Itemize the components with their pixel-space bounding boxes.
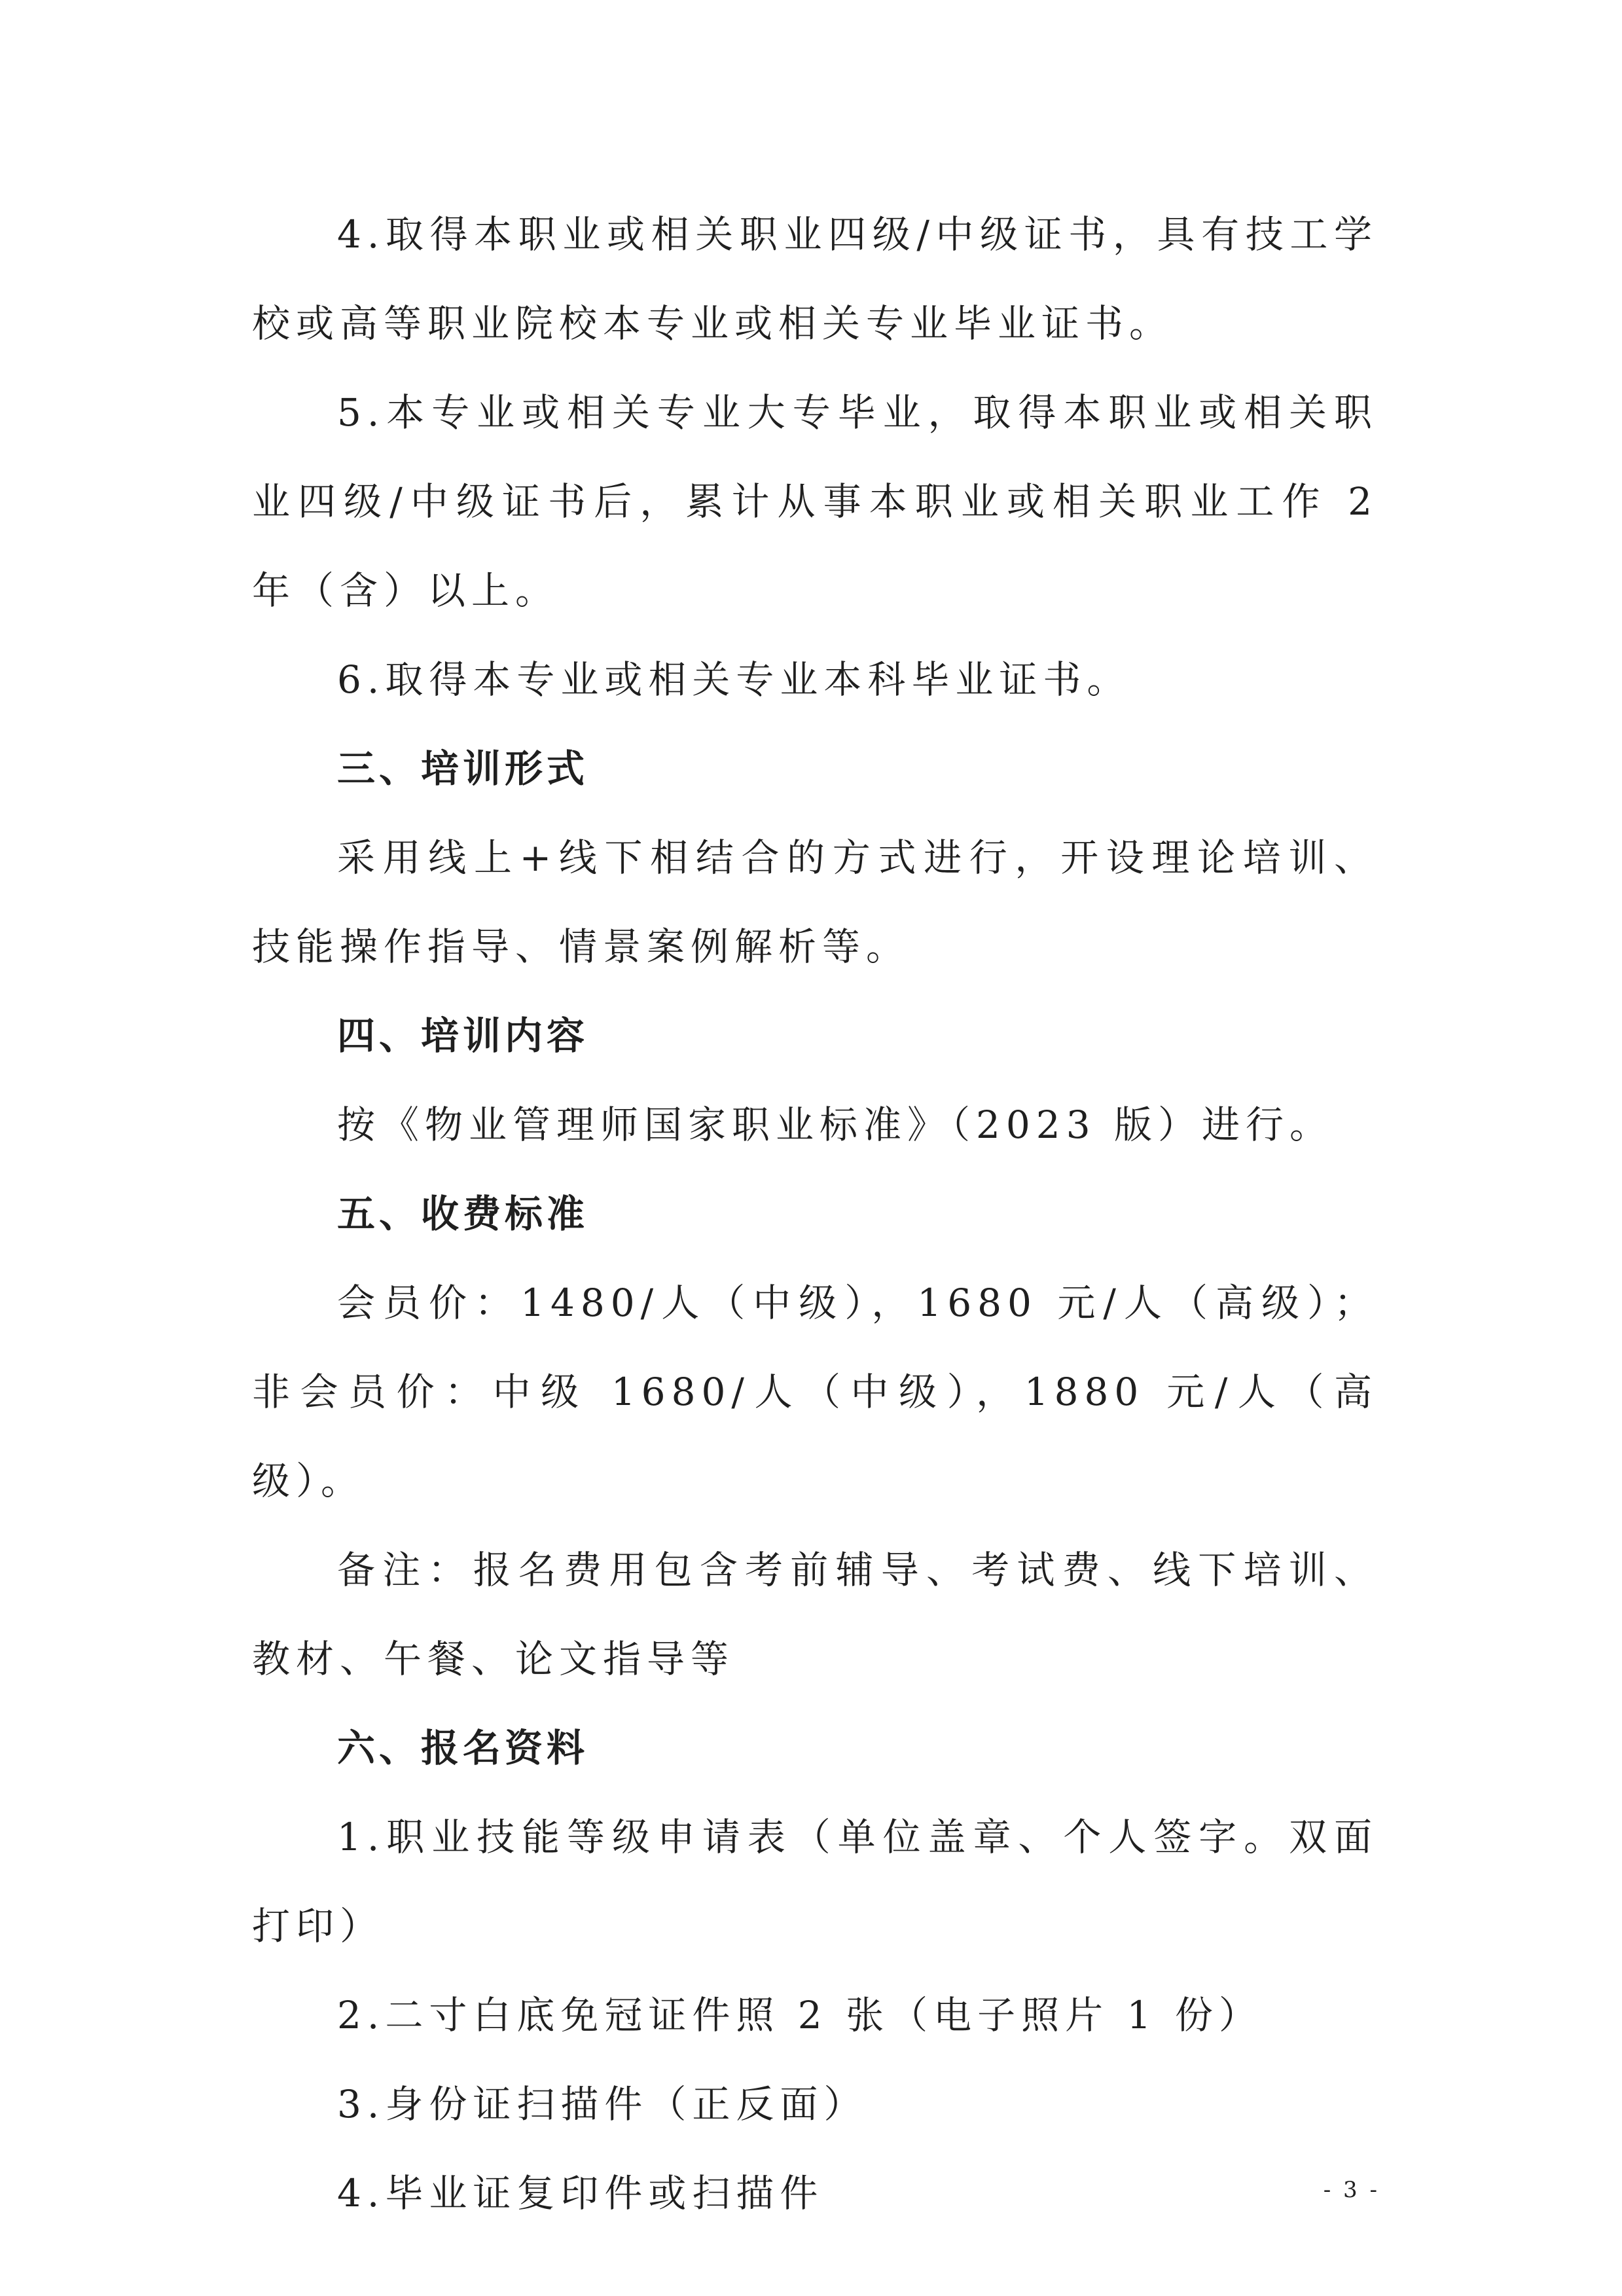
paragraph-fee-standard: 会员价：1480/人（中级），1680 元/人（高级）；非会员价：中级 1680/人（中级），1880 元/人（高级）。: [252, 1281, 1378, 1503]
heading-training-format: 三、培训形式: [337, 746, 589, 791]
paragraph-material-2: 2.二寸白底免冠证件照 2 张（电子照片 1 份）: [337, 1993, 1263, 2037]
paragraph-requirement-6: 6.取得本专业或相关专业本科毕业证书。: [337, 657, 1131, 702]
paragraph-material-3: 3.身份证扫描件（正反面）: [337, 2082, 868, 2126]
heading-training-content: 四、培训内容: [337, 1013, 589, 1058]
paragraph-requirement-4: 4.取得本职业或相关职业四级/中级证书，具有技工学校或高等职业院校本专业或相关专业毕业证书。: [252, 212, 1378, 346]
paragraph-material-1: 1.职业技能等级申请表（单位盖章、个人签字。双面打印）: [252, 1815, 1378, 1948]
heading-fee-standard: 五、收费标准: [337, 1192, 589, 1236]
page-number: - 3 -: [1323, 2177, 1380, 2203]
heading-registration-materials: 六、报名资料: [337, 1726, 589, 1770]
paragraph-training-format: 采用线上+线下相结合的方式进行，开设理论培训、技能操作指导、情景案例解析等。: [252, 835, 1378, 969]
paragraph-fee-note: 备注：报名费用包含考前辅导、考试费、线下培训、教材、午餐、论文指导等: [252, 1548, 1378, 1681]
document-body: [252, 190, 1378, 2238]
paragraph-material-4: 4.毕业证复印件或扫描件: [337, 2171, 824, 2215]
paragraph-training-content: 按《物业管理师国家职业标准》（2023 版）进行。: [337, 1102, 1334, 1147]
paragraph-requirement-5: 5.本专业或相关专业大专毕业，取得本职业或相关职业四级/中级证书后，累计从事本职业或相关职业工作 2 年（含）以上。: [252, 390, 1378, 613]
